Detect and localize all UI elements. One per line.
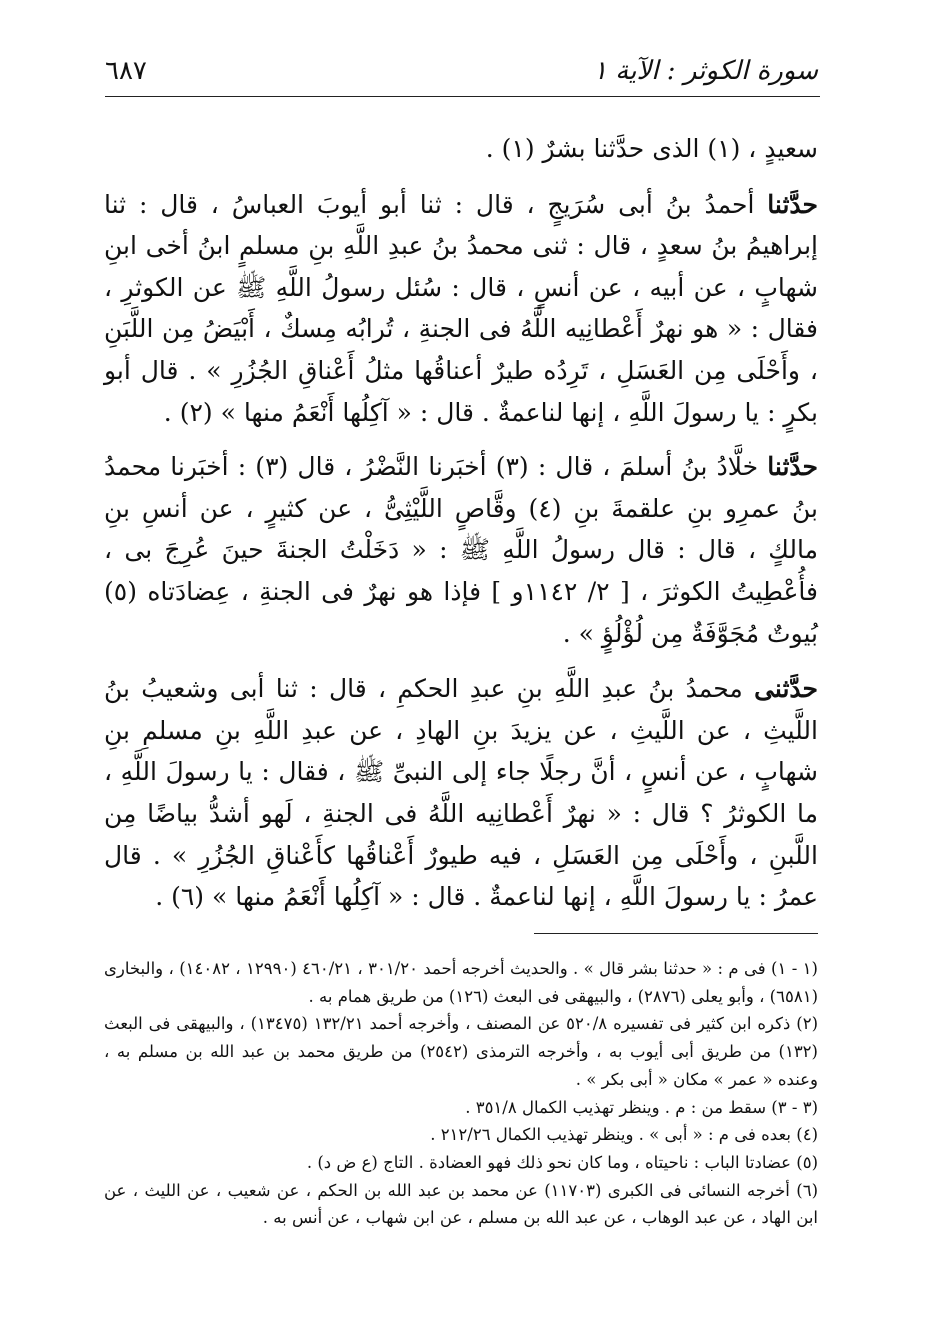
paragraph-3 bbox=[104, 446, 818, 654]
footnote-2: (٢) ذكره ابن كثير فى تفسيره ٥٢٠/٨ عن المصنف ، وأخرجه أحمد ١٣٢/٢١ (١٣٤٧٥) ، والبيهقى فى البعث (١٣٢) من طريق أبى أيوب به ، وأخرجه الترمذى (٢٥٤٢) من طريق محمد بن عبد الله بن مسلم به ، وعنده « عمر » مكان « أبى بكر » . bbox=[104, 1014, 818, 1089]
paragraph-2 bbox=[104, 184, 818, 434]
footnote-5: (٥) عضادتا الباب : ناحيتاه ، وما كان نحو ذلك فهو العضادة . التاج (ع ض د) . bbox=[306, 1152, 818, 1172]
footnote-1: (١ - ١) فى م : « حدثنا بشر قال » . والحديث أخرجه أحمد ٣٠١/٢٠ ، ٤٦٠/٢١ (١٢٩٩٠ ، ١٤٠٨٢) ، والبخارى (٦٥٨١) ، وأبو يعلى (٢٨٧٦) ، والبيهقى فى البعث (١٢٦) من طريق همام به . bbox=[104, 959, 818, 1006]
paragraph-2-lead: حدَّثنا bbox=[767, 189, 818, 219]
page-header bbox=[105, 48, 818, 98]
page-number: ٦٨٧ bbox=[105, 56, 147, 86]
header-rule bbox=[105, 96, 820, 97]
running-title: سورة الكوثر : الآية ١ bbox=[593, 56, 818, 86]
footnote-3: (٣ - ٣) سقط من : م . وينظر تهذيب الكمال ٣٥١/٨ . bbox=[465, 1097, 818, 1117]
paragraph-4-lead: حدَّثنى bbox=[754, 674, 818, 704]
footnotes bbox=[104, 955, 818, 1232]
footnote-rule bbox=[534, 933, 818, 934]
main-text bbox=[104, 128, 818, 918]
footnote-4: (٤) بعده فى م : « أبى » . وينظر تهذيب الكمال ٢١٢/٢٦ . bbox=[430, 1125, 818, 1145]
paragraph-3-lead: حدَّثنا bbox=[767, 452, 818, 482]
paragraph-3-text: خلَّادُ بنُ أسلمَ ، قال : (٣) أخبَرنا النَّضْرُ ، قال (٣) : أخبَرنا محمدُ بنُ عمرِو بنِ علقمةَ بنِ (٤) وقَّاصٍ اللَّيْثِىُّ ، عن كثيرٍ ، عن أنسِ بنِ مالكٍ ، قال : قال رسولُ اللَّهِ ﷺ : « دَخَلْتُ الجنةَ حينَ عُرِجَ بى ، فأُعْطِيتُ الكوثرَ ، [ ٢/ ١١٤٢و ] فإذا هو نهرٌ فى الجنةِ ، عِضادَتاه (٥) بُيوتٌ مُجَوَّفَةٌ مِن لُؤْلُؤٍ » . bbox=[104, 452, 819, 648]
footnote-6: (٦) أخرجه النسائى فى الكبرى (١١٧٠٣) عن محمد بن عبد الله بن الحكم ، عن شعيب ، عن الليث ، عن ابن الهاد ، عن عبد الوهاب ، عن عبد الله بن مسلم ، عن ابن شهاب ، عن أنس به . bbox=[104, 1180, 819, 1228]
paragraph-4-text: محمدُ بنُ عبدِ اللَّهِ بنِ عبدِ الحكمِ ، قال : ثنا أبى وشعيبُ بنُ اللَّيثِ ، عن اللَّيثِ ، عن يزيدَ بنِ الهادِ ، عن عبدِ اللَّهِ بنِ مسلمِ بنِ شهابٍ ، عن أنسٍ ، أنَّ رجلًا جاء إلى النبىِّ ﷺ ، فقال : يا رسولَ اللَّهِ ، ما الكوثرُ ؟ قال : « نهرٌ أَعْطانِيه اللَّهُ فى الجنةِ ، لَهو أشدُّ بياضًا مِن اللَّبنِ ، وأَحْلَى مِن العَسَلِ ، فيه طيورٌ أَعْناقُها كأَعْناقِ الجُزُرِ » . قال عمرُ : يا رسولَ اللَّهِ ، إنها لناعمةٌ . قال : « آكِلُها أَنْعَمُ منها » (٦) . bbox=[104, 674, 818, 912]
paragraph-1 bbox=[104, 128, 818, 170]
paragraph-1-text: سعيدٍ ، (١) الذى حدَّثنا بشرٌ (١) . bbox=[485, 134, 818, 163]
paragraph-4 bbox=[104, 668, 818, 918]
paragraph-2-text: أحمدُ بنُ أبى سُرَيجٍ ، قال : ثنا أبو أيوبَ العباسُ ، قال : ثنا إبراهيمُ بنُ سعدٍ ، قال : ثنى محمدُ بنُ عبدِ اللَّهِ بنِ مسلمٍ ابنُ أخى ابنِ شهابٍ ، عن أبيه ، عن أنسٍ ، قال : سُئل رسولُ اللَّهِ ﷺ عن الكوثرِ ، فقال : « هو نهرٌ أَعْطانِيه اللَّهُ فى الجنةِ ، تُرابُه مِسكٌ ، أَبْيَضُ مِن اللَّبَنِ ، وأَحْلَى مِن العَسَلِ ، تَرِدُه طيرٌ أعناقُها مثلُ أَعْناقِ الجُزُرِ » . قال أبو بكرٍ : يا رسولَ اللَّهِ ، إنها لناعمةٌ . قال : « آكِلُها أَنْعَمُ منها » (٢) . bbox=[104, 189, 819, 427]
